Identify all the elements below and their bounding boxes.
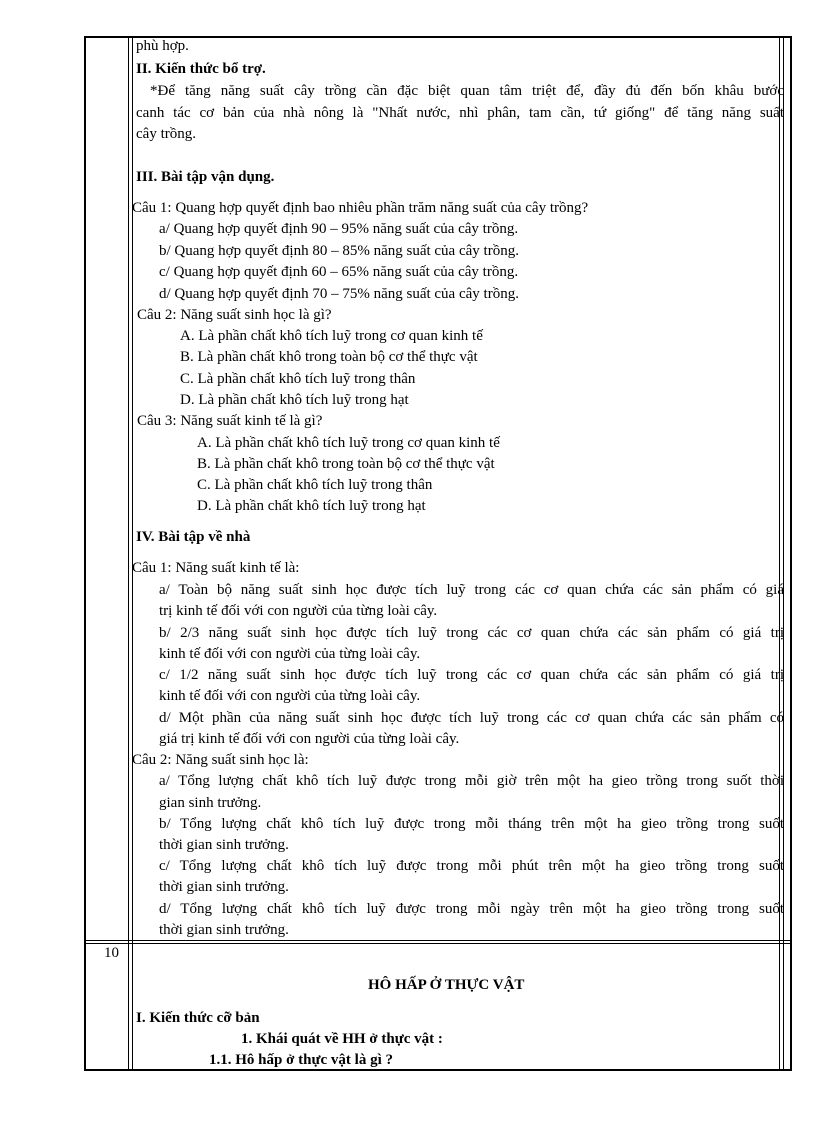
- answer-line: a/ Toàn bộ năng suất sinh học được tích luỹ trong các cơ quan chứa các sản phẩm có giá: [159, 582, 784, 598]
- paragraph-line: cây trồng.: [136, 126, 196, 142]
- heading-kien-thuc-co-ban: I. Kiến thức cỡ bản: [136, 1010, 260, 1026]
- answer-line: kinh tế đối với con người của từng loài cây.: [159, 688, 421, 704]
- option-c: C. Là phần chất khô tích luỹ trong thân: [180, 371, 416, 387]
- answer-line: giá trị kinh tế đối với con người của từng loài cây.: [159, 731, 460, 747]
- lesson-number: 10: [104, 945, 119, 961]
- answer-line: thời gian sinh trưởng.: [159, 837, 289, 853]
- option-d: D. Là phần chất khô tích luỹ trong hạt: [180, 392, 409, 408]
- text-line: phù hợp.: [136, 38, 189, 54]
- option-a: A. Là phần chất khô tích luỹ trong cơ quan kinh tế: [180, 328, 483, 344]
- answer-line: kinh tế đối với con người của từng loài cây.: [159, 646, 421, 662]
- answer-line: c/ 1/2 năng suất sinh học được tích luỹ trong các cơ quan chứa các sản phẩm có giá trị: [159, 667, 784, 683]
- option-a: a/ Quang hợp quyết định 90 – 95% năng suất của cây trồng.: [159, 221, 519, 237]
- answer-line: c/ Tổng lượng chất khô tích luỹ được trong mỗi phút trên một ha gieo trồng trong suốt: [159, 858, 784, 874]
- answer-line: trị kinh tế đối với con người của từng loài cây.: [159, 603, 438, 619]
- paragraph-line: canh tác cơ bản của nhà nông là "Nhất nước, nhì phân, tam cần, tứ giống" để tăng năng suất: [136, 105, 784, 121]
- option-a: A. Là phần chất khô tích luỹ trong cơ quan kinh tế: [197, 435, 500, 451]
- option-b: B. Là phần chất khô trong toàn bộ cơ thể thực vật: [180, 349, 478, 365]
- option-c: c/ Quang hợp quyết định 60 – 65% năng suất của cây trồng.: [159, 264, 519, 280]
- option-d: d/ Quang hợp quyết định 70 – 75% năng suất của cây trồng.: [159, 286, 519, 302]
- lesson-title: HÔ HẤP Ở THỰC VẬT: [368, 977, 525, 993]
- homework-question-1: Câu 1: Năng suất kinh tế là:: [132, 560, 300, 576]
- answer-line: thời gian sinh trưởng.: [159, 922, 289, 938]
- heading-bai-tap-van-dung: III. Bài tập vận dụng.: [136, 169, 275, 185]
- row-divider: [86, 943, 790, 944]
- answer-line: d/ Một phần của năng suất sinh học được tích luỹ trong các cơ quan chứa các sản phẩm có: [159, 710, 784, 726]
- homework-question-2: Câu 2: Năng suất sinh học là:: [132, 752, 309, 768]
- column-divider: [132, 38, 133, 1069]
- answer-line: a/ Tổng lượng chất khô tích luỹ được trong mỗi giờ trên một ha gieo trồng trong suốt thời: [159, 773, 784, 789]
- subheading: 1. Khái quát về HH ở thực vật :: [241, 1031, 443, 1047]
- option-d: D. Là phần chất khô tích luỹ trong hạt: [197, 498, 426, 514]
- answer-line: b/ Tổng lượng chất khô tích luỹ được trong mỗi tháng trên một ha gieo trồng trong suốt: [159, 816, 784, 832]
- answer-line: b/ 2/3 năng suất sinh học được tích luỹ trong các cơ quan chứa các sản phẩm có giá trị: [159, 625, 784, 641]
- answer-line: d/ Tổng lượng chất khô tích luỹ được trong mỗi ngày trên một ha gieo trồng trong suốt: [159, 901, 784, 917]
- question-1: Câu 1: Quang hợp quyết định bao nhiêu phần trăm năng suất của cây trồng?: [132, 200, 589, 216]
- column-divider: [128, 38, 129, 1069]
- option-b: b/ Quang hợp quyết định 80 – 85% năng suất của cây trồng.: [159, 243, 519, 259]
- answer-line: gian sinh trưởng.: [159, 795, 262, 811]
- option-c: C. Là phần chất khô tích luỹ trong thân: [197, 477, 433, 493]
- heading-bai-tap-ve-nha: IV. Bài tập về nhà: [136, 529, 251, 545]
- paragraph-line: *Để tăng năng suất cây trồng cần đặc biệt quan tâm triệt để, đầy đủ đến bốn khâu bước: [150, 83, 784, 99]
- subheading: 1.1. Hô hấp ở thực vật là gì ?: [209, 1052, 393, 1068]
- question-2: Câu 2: Năng suất sinh học là gì?: [137, 307, 332, 323]
- question-3: Câu 3: Năng suất kinh tế là gì?: [137, 413, 323, 429]
- heading-kien-thuc-bo-tro: II. Kiến thức bổ trợ.: [136, 61, 266, 77]
- answer-line: thời gian sinh trưởng.: [159, 879, 289, 895]
- option-b: B. Là phần chất khô trong toàn bộ cơ thể thực vật: [197, 456, 495, 472]
